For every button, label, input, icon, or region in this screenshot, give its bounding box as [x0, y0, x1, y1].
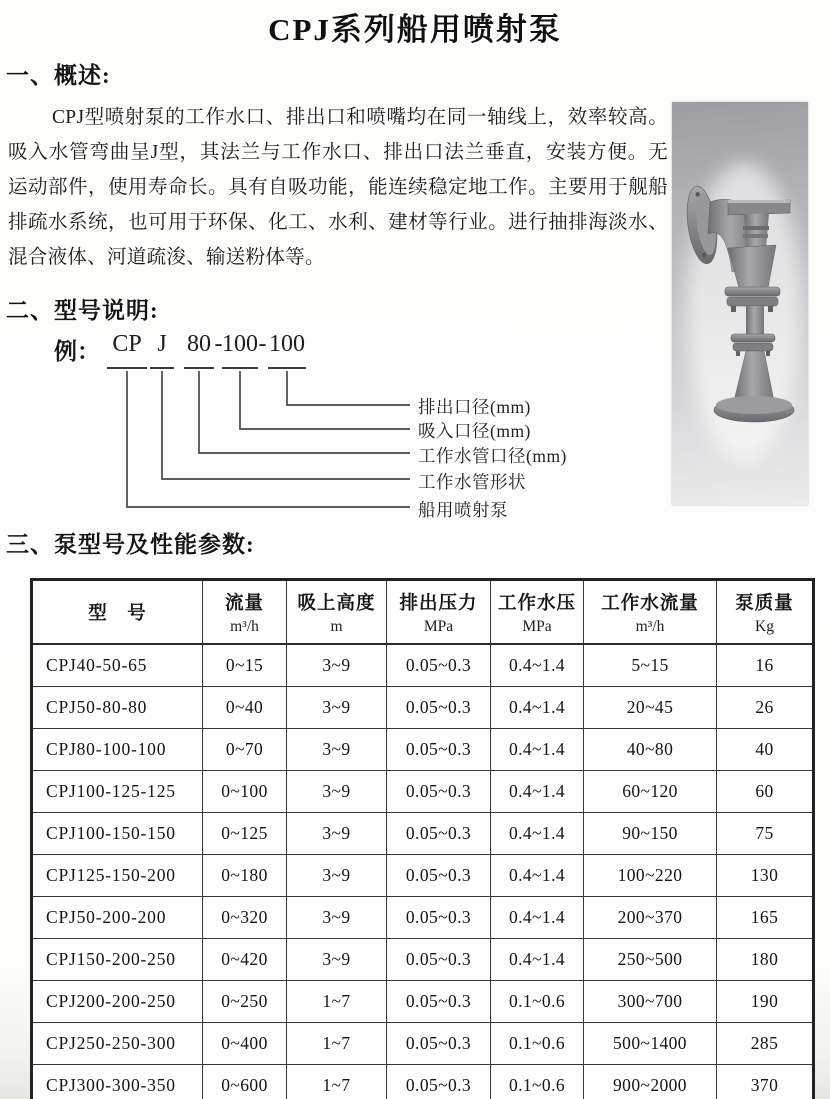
- value-cell: 0.1~0.6: [491, 1065, 584, 1099]
- value-cell: 0.4~1.4: [491, 771, 584, 813]
- table-header-row: [32, 580, 814, 645]
- table-row: [32, 644, 814, 687]
- model-callout-workpipe-diameter: 工作水管口径(mm): [418, 446, 567, 466]
- value-cell: 0.05~0.3: [387, 939, 491, 981]
- value-cell: 300~700: [584, 981, 717, 1023]
- column-header-unit: m³/h: [635, 617, 665, 635]
- table-row: [32, 981, 814, 1023]
- value-cell: 190: [717, 981, 814, 1023]
- document-title: CPJ系列船用喷射泵: [268, 12, 562, 47]
- value-cell: 0.4~1.4: [491, 855, 584, 897]
- value-cell: 0.05~0.3: [387, 855, 491, 897]
- model-code-dash: -: [258, 331, 267, 357]
- value-cell: 3~9: [287, 729, 387, 771]
- model-cell: CPJ40-50-65: [32, 644, 203, 687]
- value-cell: 0.4~1.4: [491, 939, 584, 981]
- value-cell: 0.1~0.6: [491, 1023, 584, 1065]
- section1-heading: 一、概述:: [6, 63, 111, 88]
- value-cell: 1~7: [287, 1065, 387, 1099]
- value-cell: 3~9: [287, 687, 387, 729]
- value-cell: 40: [717, 729, 814, 771]
- value-cell: 0.05~0.3: [387, 771, 491, 813]
- model-callout-discharge-diameter: 排出口径(mm): [418, 397, 531, 417]
- value-cell: 3~9: [287, 855, 387, 897]
- table-row: [32, 729, 814, 771]
- table-row: [32, 939, 814, 981]
- value-cell: 0~180: [203, 855, 287, 897]
- column-header-unit: m: [330, 617, 343, 635]
- value-cell: 500~1400: [584, 1023, 717, 1065]
- model-cell: CPJ150-200-250: [32, 939, 203, 981]
- column-header-suction-height: [287, 580, 387, 645]
- model-code-part-80: 80: [184, 331, 214, 369]
- column-header-discharge-pressure: [387, 580, 491, 645]
- column-header-label: 工作水压: [497, 593, 576, 614]
- overview-paragraph: CPJ型喷射泵的工作水口、排出口和喷嘴均在同一轴线上，效率较高。吸入水管弯曲呈J型，其法兰与工作水口、排出口法兰垂直，安装方便。无运动部件，使用寿命长。具有自吸功能，能连续稳定地工作。主要用于舰船排疏水系统，也可用于环保、化工、水利、建材等行业。进行抽排海淡水、混合液体、河道疏浚、输送粉体等。: [8, 107, 668, 268]
- model-cell: CPJ80-100-100: [32, 729, 203, 771]
- column-header-model: [32, 580, 203, 645]
- column-header-unit: Kg: [755, 617, 774, 635]
- table-row: [32, 855, 814, 897]
- model-callout-suction-diameter: 吸入口径(mm): [418, 421, 531, 441]
- column-header-label: 吸上高度: [297, 593, 376, 614]
- model-callout-marine-jet-pump: 船用喷射泵: [418, 500, 508, 520]
- column-header-working-flow: [584, 580, 717, 645]
- value-cell: 180: [717, 939, 814, 981]
- column-header-flow: [203, 580, 287, 645]
- column-header-unit: m³/h: [230, 617, 259, 635]
- model-code-part-cp: CP: [107, 331, 147, 369]
- table-row: [32, 897, 814, 939]
- value-cell: 3~9: [287, 939, 387, 981]
- value-cell: 0~40: [203, 687, 287, 729]
- column-header-pump-mass: [717, 580, 814, 645]
- value-cell: 0~400: [203, 1023, 287, 1065]
- value-cell: 16: [717, 644, 814, 687]
- value-cell: 0.05~0.3: [387, 981, 491, 1023]
- column-header-label: 泵质量: [735, 593, 794, 614]
- value-cell: 0.4~1.4: [491, 729, 584, 771]
- model-code-part-j: J: [150, 331, 174, 369]
- value-cell: 5~15: [584, 644, 717, 687]
- value-cell: 200~370: [584, 897, 717, 939]
- pump-illustration: [672, 102, 808, 505]
- value-cell: 0~320: [203, 897, 287, 939]
- table-row: [32, 687, 814, 729]
- value-cell: 1~7: [287, 1023, 387, 1065]
- value-cell: 0.4~1.4: [491, 897, 584, 939]
- model-cell: CPJ200-200-250: [32, 981, 203, 1023]
- value-cell: 0.05~0.3: [387, 644, 491, 687]
- value-cell: 20~45: [584, 687, 717, 729]
- column-header-label: 型 号: [88, 604, 147, 624]
- value-cell: 0.05~0.3: [387, 1065, 491, 1099]
- section3-heading: 三、泵型号及性能参数:: [6, 532, 255, 557]
- column-header-unit: MPa: [522, 617, 552, 635]
- value-cell: 0.05~0.3: [387, 897, 491, 939]
- model-code-dash: -: [214, 331, 223, 357]
- value-cell: 0.1~0.6: [491, 981, 584, 1023]
- value-cell: 130: [717, 855, 814, 897]
- value-cell: 0~250: [203, 981, 287, 1023]
- value-cell: 75: [717, 813, 814, 855]
- model-cell: CPJ100-150-150: [32, 813, 203, 855]
- value-cell: 0~100: [203, 771, 287, 813]
- table-row: [32, 771, 814, 813]
- column-header-label: 排出压力: [399, 593, 478, 614]
- value-cell: 0~70: [203, 729, 287, 771]
- value-cell: 0.05~0.3: [387, 1023, 491, 1065]
- value-cell: 3~9: [287, 644, 387, 687]
- value-cell: 0.05~0.3: [387, 813, 491, 855]
- table-row: [32, 1065, 814, 1099]
- value-cell: 285: [717, 1023, 814, 1065]
- value-cell: 3~9: [287, 897, 387, 939]
- model-cell: CPJ50-200-200: [32, 897, 203, 939]
- value-cell: 370: [717, 1065, 814, 1099]
- value-cell: 0.05~0.3: [387, 687, 491, 729]
- performance-table: [30, 578, 815, 1099]
- value-cell: 0~420: [203, 939, 287, 981]
- value-cell: 3~9: [287, 771, 387, 813]
- value-cell: 90~150: [584, 813, 717, 855]
- model-cell: CPJ50-80-80: [32, 687, 203, 729]
- model-cell: CPJ300-300-350: [32, 1065, 203, 1099]
- value-cell: 26: [717, 687, 814, 729]
- example-label: 例：: [54, 339, 100, 364]
- value-cell: 0.4~1.4: [491, 644, 584, 687]
- table-row: [32, 1023, 814, 1065]
- value-cell: 1~7: [287, 981, 387, 1023]
- value-cell: 250~500: [584, 939, 717, 981]
- value-cell: 0.4~1.4: [491, 687, 584, 729]
- value-cell: 40~80: [584, 729, 717, 771]
- value-cell: 0.4~1.4: [491, 813, 584, 855]
- value-cell: 60~120: [584, 771, 717, 813]
- value-cell: 165: [717, 897, 814, 939]
- model-cell: CPJ100-125-125: [32, 771, 203, 813]
- pump-photo: [672, 102, 808, 505]
- value-cell: 100~220: [584, 855, 717, 897]
- column-header-unit: MPa: [423, 617, 454, 635]
- value-cell: 0~125: [203, 813, 287, 855]
- value-cell: 3~9: [287, 813, 387, 855]
- model-cell: CPJ250-250-300: [32, 1023, 203, 1065]
- section2-heading: 二、型号说明:: [6, 298, 159, 323]
- value-cell: 900~2000: [584, 1065, 717, 1099]
- table-row: [32, 813, 814, 855]
- model-cell: CPJ125-150-200: [32, 855, 203, 897]
- value-cell: 60: [717, 771, 814, 813]
- value-cell: 0~600: [203, 1065, 287, 1099]
- column-header-label: 工作水流量: [601, 593, 699, 614]
- performance-table-body: [32, 644, 814, 1099]
- column-header-working-pressure: [491, 580, 584, 645]
- model-code-part-100b: 100: [268, 331, 306, 369]
- value-cell: 0~15: [203, 644, 287, 687]
- model-code-part-100a: 100: [222, 331, 258, 369]
- column-header-label: 流量: [224, 593, 264, 614]
- value-cell: 0.05~0.3: [387, 729, 491, 771]
- model-callout-workpipe-shape: 工作水管形状: [418, 472, 526, 492]
